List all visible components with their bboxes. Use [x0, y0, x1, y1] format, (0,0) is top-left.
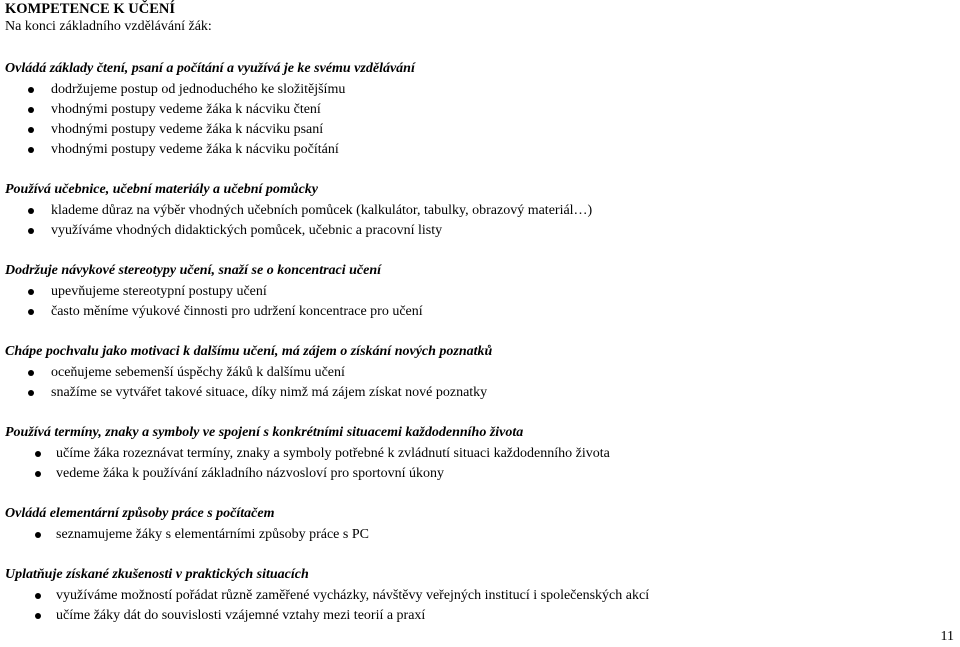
- section-heading: Ovládá elementární způsoby práce s počítačem: [5, 506, 275, 521]
- section-heading: Používá termíny, znaky a symboly ve spojení s konkrétními situacemi každodenního života: [5, 425, 524, 440]
- bullet-list: [5, 586, 955, 626]
- list-item-text: klademe důraz na výběr vhodných učebních pomůcek (kalkulátor, tabulky, obrazový materiál…): [51, 203, 593, 218]
- bullet-list: [5, 525, 955, 545]
- bullet-list: [5, 201, 955, 241]
- list-item-text: upevňujeme stereotypní postupy učení: [51, 284, 267, 299]
- list-item: [5, 464, 955, 484]
- list-item: [5, 444, 955, 464]
- list-item: [5, 282, 955, 302]
- list-item: [5, 140, 955, 160]
- section-heading: Ovládá základy čtení, psaní a počítání a využívá je ke svému vzdělávání: [5, 61, 415, 76]
- list-item: [5, 606, 955, 626]
- list-item-text: vhodnými postupy vedeme žáka k nácviku počítání: [51, 142, 339, 157]
- list-item: [5, 302, 955, 322]
- section-heading: Dodržuje návykové stereotypy učení, snaží se o koncentraci učení: [5, 263, 382, 278]
- list-item-text: učíme žáka rozeznávat termíny, znaky a symboly potřebné k zvládnutí situaci každodenního života: [56, 446, 610, 461]
- bullet-list: [5, 444, 955, 484]
- competence-section: [5, 181, 955, 241]
- list-item: [5, 221, 955, 241]
- list-item: [5, 586, 955, 606]
- section-heading: Uplatňuje získané zkušenosti v praktických situacích: [5, 567, 309, 582]
- list-item-text: oceňujeme sebemenší úspěchy žáků k dalšímu učení: [51, 365, 345, 380]
- list-item: [5, 120, 955, 140]
- document-title: KOMPETENCE K UČENÍ: [5, 1, 175, 17]
- list-item: [5, 201, 955, 221]
- list-item: [5, 363, 955, 383]
- bullet-icon: [28, 228, 34, 234]
- section-heading: Chápe pochvalu jako motivaci k dalšímu učení, má zájem o získání nových poznatků: [5, 344, 493, 359]
- list-item-text: využíváme vhodných didaktických pomůcek, učebnic a pracovní listy: [51, 223, 443, 238]
- bullet-icon: [28, 127, 34, 133]
- document-page: [5, 0, 955, 626]
- document-subtitle: Na konci základního vzdělávání žák:: [5, 19, 212, 34]
- bullet-icon: [35, 593, 41, 599]
- section-heading: Používá učebnice, učební materiály a učební pomůcky: [5, 182, 319, 197]
- bullet-icon: [35, 613, 41, 619]
- list-item-text: snažíme se vytvářet takové situace, díky nimž má zájem získat nové poznatky: [51, 385, 488, 400]
- bullet-icon: [28, 107, 34, 113]
- bullet-icon: [28, 370, 34, 376]
- competence-section: [5, 566, 955, 626]
- list-item-text: vhodnými postupy vedeme žáka k nácviku psaní: [51, 122, 324, 137]
- list-item: [5, 100, 955, 120]
- list-item-text: vhodnými postupy vedeme žáka k nácviku čtení: [51, 102, 321, 117]
- competence-section: [5, 60, 955, 160]
- bullet-icon: [28, 208, 34, 214]
- competence-section: [5, 343, 955, 403]
- list-item-text: učíme žáky dát do souvislosti vzájemné vztahy mezi teorií a praxí: [56, 608, 426, 623]
- page-number: 11: [940, 629, 954, 644]
- list-item-text: vedeme žáka k používání základního názvosloví pro sportovní úkony: [56, 466, 445, 481]
- list-item-text: dodržujeme postup od jednoduchého ke složitějšímu: [51, 82, 346, 97]
- bullet-icon: [28, 390, 34, 396]
- bullet-icon: [35, 532, 41, 538]
- bullet-icon: [35, 451, 41, 457]
- list-item-text: často měníme výukové činnosti pro udržení koncentrace pro učení: [51, 304, 423, 319]
- bullet-icon: [28, 289, 34, 295]
- competence-section: [5, 424, 955, 484]
- list-item-text: využíváme možností pořádat různě zaměřené vycházky, návštěvy veřejných institucí i společenských akcí: [56, 588, 650, 603]
- list-item: [5, 80, 955, 100]
- bullet-list: [5, 363, 955, 403]
- bullet-list: [5, 80, 955, 160]
- list-item: [5, 383, 955, 403]
- bullet-list: [5, 282, 955, 322]
- list-item: [5, 525, 955, 545]
- bullet-icon: [28, 309, 34, 315]
- list-item-text: seznamujeme žáky s elementárními způsoby práce s PC: [56, 527, 369, 542]
- bullet-icon: [35, 471, 41, 477]
- competence-section: [5, 505, 955, 545]
- bullet-icon: [28, 87, 34, 93]
- bullet-icon: [28, 147, 34, 153]
- competence-section: [5, 262, 955, 322]
